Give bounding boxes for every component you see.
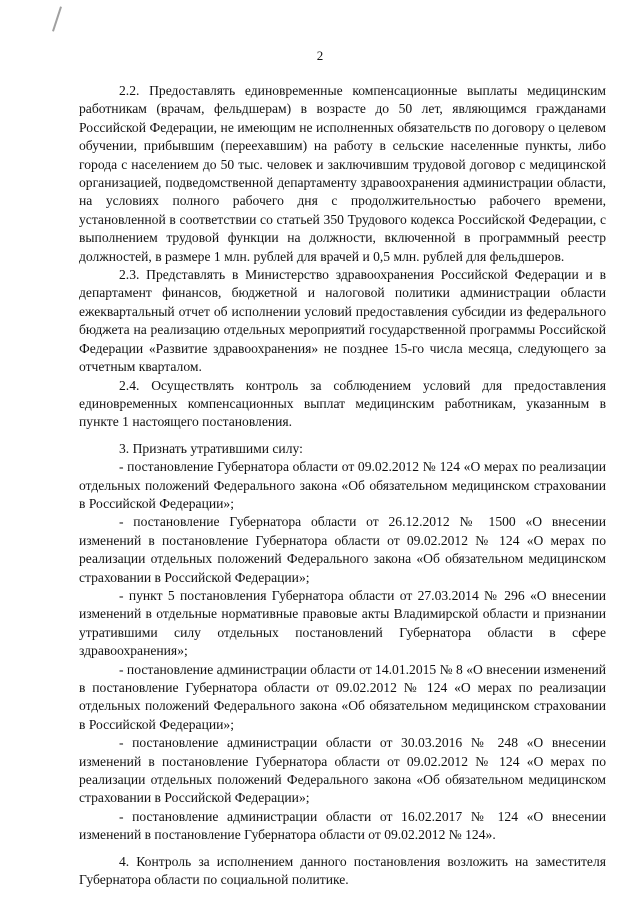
section-4: 4. Контроль за исполнением данного постановления возложить на заместителя Губернатора области по социальной политике. bbox=[79, 853, 606, 888]
repealed-item-1: - постановление Губернатора области от 09.02.2012 № 124 «О мерах по реализации отдельных положений Федерального закона «Об обязательном медицинском страховании в Российской Федерации»; bbox=[79, 459, 606, 511]
repealed-item-3: - пункт 5 постановления Губернатора области от 27.03.2014 № 296 «О внесении изменений в отдельные нормативные правовые акты Владимирской области и признании утратившими силу отдельных постановлений Губернатора области в сфере здравоохранения»; bbox=[79, 587, 606, 659]
section-3-title: 3. Признать утратившими силу: bbox=[119, 440, 303, 456]
repealed-item-2: - постановление Губернатора области от 26.12.2012 № 1500 «О внесении изменений в постановление Губернатора области от 09.02.2012 № 124 «О мерах по реализации отдельных положений Федерального закона «Об обязательном медицинском страховании в Российской Федерации»; bbox=[79, 514, 606, 585]
page-number: 2 bbox=[316, 48, 324, 63]
paragraph-2-2: 2.2. Предоставлять единовременные компенсационные выплаты медицинским работникам (врачам, фельдшерам) в возрасте до 50 лет, являющимся гражданами Российской Федерации, не имеющим не исполненных обязательств по договору о целевом обучении, прибывшим (переехавшим) на работу в сельские населенные пункты, либо города с населением до 50 тыс. человек и заключившим трудовой договор с медицинской организацией, подведомственной департаменту здравоохранения администрации области, на условиях полного рабочего дня с продолжительностью рабочего времени, установленной в соответствии со статьей 350 Трудового кодекса Российской Федерации, с выполнением трудовой функции на должности, включенной в программный реестр должностей, в размере 1 млн. рублей для врачей и 0,5 млн. рублей для фельдшеров. bbox=[79, 83, 606, 264]
repealed-item-5: - постановление администрации области от 30.03.2016 № 248 «О внесении изменений в постановление Губернатора области от 09.02.2012 № 124 «О мерах по реализации отдельных положений Федерального закона «Об обязательном медицинском страховании в Российской Федерации»; bbox=[79, 735, 606, 806]
paragraph-2-3: 2.3. Представлять в Министерство здравоохранения Российской Федерации и в департамент финансов, бюджетной и налоговой политики администрации области ежеквартальный отчет об исполнении условий предоставления субсидии из федерального бюджета на реализацию отдельных мероприятий государственной программы Российской Федерации «Развитие здравоохранения» не позднее 15-го числа месяца, следующего за отчетным кварталом. bbox=[79, 267, 606, 375]
pen-mark bbox=[52, 6, 62, 31]
paragraph-2-4: 2.4. Осуществлять контроль за соблюдением условий для предоставления единовременных компенсационных выплат медицинским работникам, указанным в пункте 1 настоящего постановления. bbox=[79, 377, 606, 430]
repealed-item-6: - постановление администрации области от 16.02.2017 № 124 «О внесении изменений в постановление Губернатора области от 09.02.2012 № 124». bbox=[79, 808, 606, 843]
document-body bbox=[79, 82, 606, 889]
repealed-item-4: - постановление администрации области от 14.01.2015 № 8 «О внесении изменений в постановление Губернатора области от 09.02.2012 № 124 «О мерах по реализации отдельных положений Федерального закона «Об обязательном медицинском страховании в Российской Федерации»; bbox=[79, 661, 606, 732]
